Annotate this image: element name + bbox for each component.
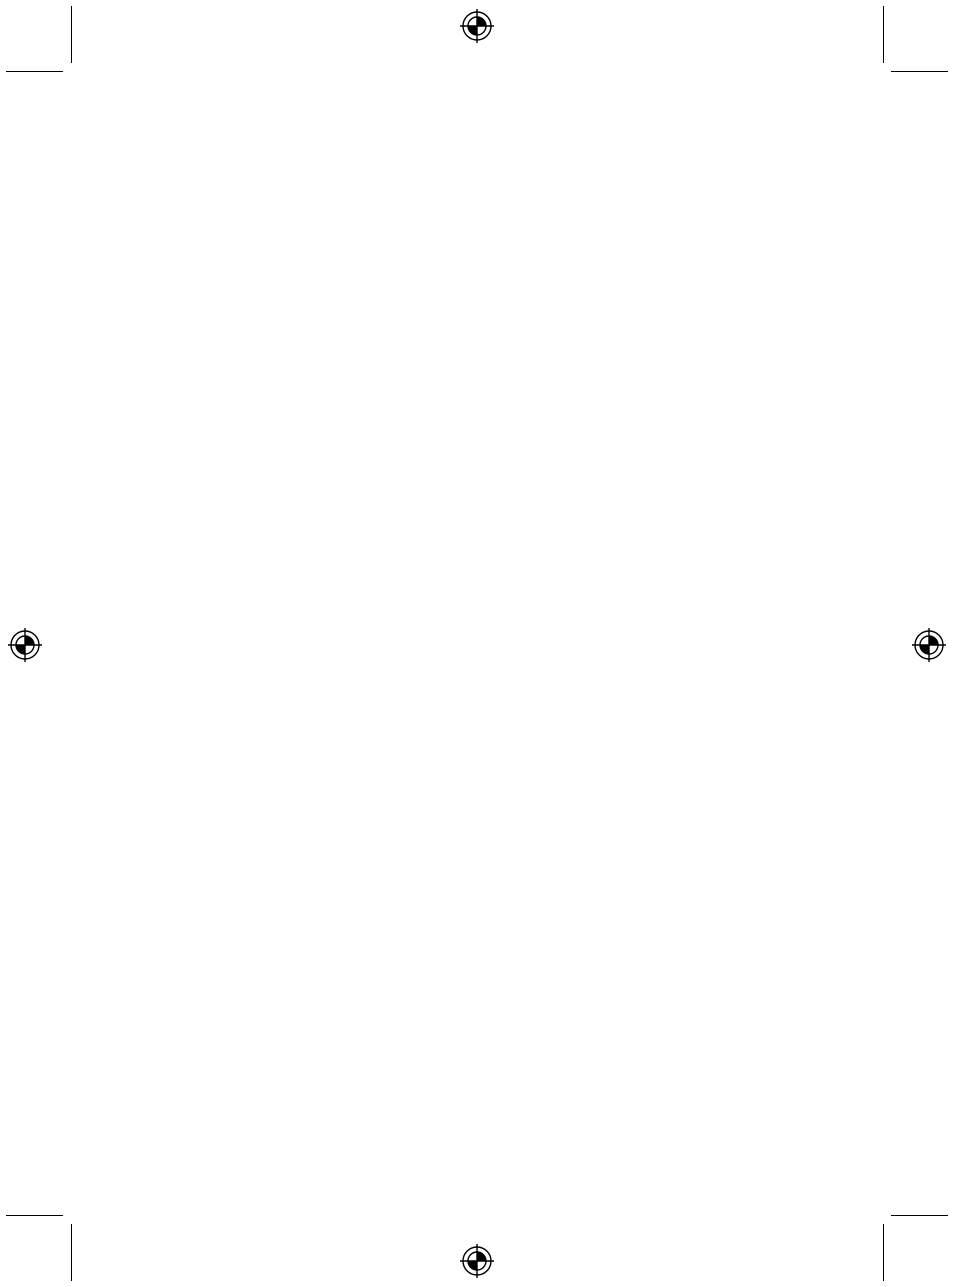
registration-mark-icon [912,628,946,662]
crop-mark [891,71,948,72]
crop-mark [883,6,884,63]
crop-mark [71,1224,72,1281]
crop-mark [883,1224,884,1281]
registration-mark-icon [460,9,494,43]
registration-mark-icon [8,628,42,662]
document-body [109,112,845,122]
registration-mark-icon [460,1244,494,1278]
crop-mark [71,6,72,63]
crop-mark [6,71,63,72]
crop-mark [6,1215,63,1216]
crop-mark [891,1215,948,1216]
